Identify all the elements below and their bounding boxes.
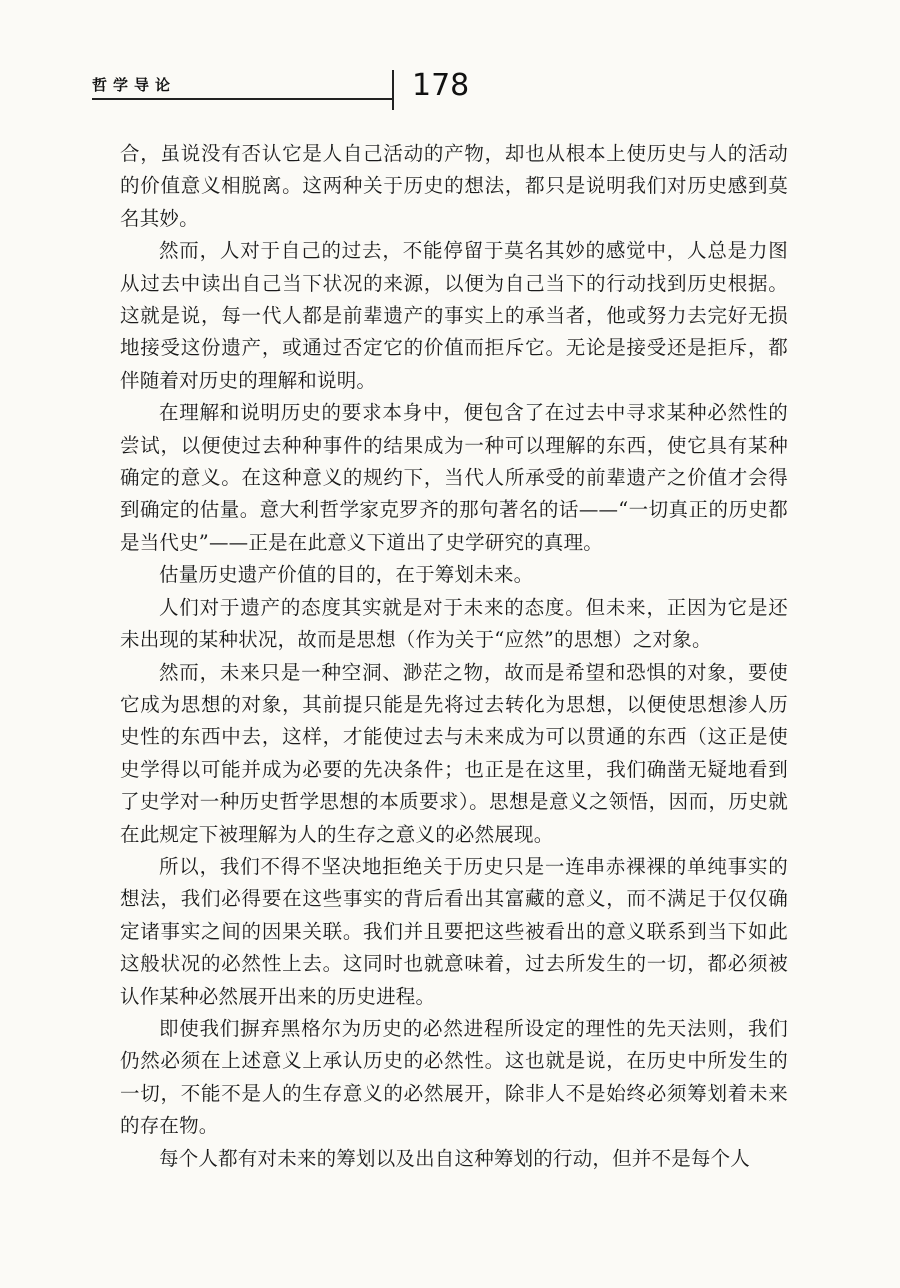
paragraph: 然而，未来只是一种空洞、渺茫之物，故而是希望和恐惧的对象，要使它成为思想的对象，其前提只能是先将过去转化为思想，以便使思想渗人历史性的东西中去，这样，才能使过去与未来成为可以贯通的东西（这正是使史学得以可能并成为必要的先决条件；也正是在这里，我们确凿无疑地看到了史学对一种历史哲学思想的本质要求）。思想是意义之领悟，因而，历史就在此规定下被理解为人的生存之意义的必然展现。: [120, 660, 788, 846]
page-number: 178: [412, 68, 470, 103]
paragraph: 所以，我们不得不坚决地拒绝关于历史只是一连串赤裸裸的单纯事实的想法，我们必得要在这些事实的背后看出其富藏的意义，而不满足于仅仅确定诸事实之间的因果关联。我们并且要把这些被看出的意义联系到当下如此这般状况的必然性上去。这同时也就意味着，过去所发生的一切，都必须被认作某种必然展开出来的历史进程。: [120, 854, 788, 1008]
paragraph: 估量历史遗产价值的目的，在于筹划未来。: [159, 563, 534, 587]
paragraph: 合，虽说没有否认它是人自己活动的产物，却也从根本上使历史与人的活动的价值意义相脱离。这两种关于历史的想法，都只是说明我们对历史感到莫名其妙。: [120, 142, 788, 230]
paragraph: 即使我们摒弃黑格尔为历史的必然进程所设定的理性的先天法则，我们仍然必须在上述意义上承认历史的必然性。这也就是说，在历史中所发生的一切，不能不是人的生存意义的必然展开，除非人不是始终必须筹划着未来的存在物。: [120, 1016, 788, 1138]
paragraph: 然而，人对于自己的过去，不能停留于莫名其妙的感觉中，人总是力图从过去中读出自己当下状况的来源，以便为自己当下的行动找到历史根据。这就是说，每一代人都是前辈遗产的事实上的承当者，他或努力去完好无损地接受这份遗产，或通过否定它的价值而拒斥它。无论是接受还是拒斥，都伴随着对历史的理解和说明。: [120, 239, 788, 392]
running-title: 哲学导论: [92, 76, 177, 94]
paragraph: 每个人都有对未来的筹划以及出自这种筹划的行动，但并不是每个人: [159, 1146, 751, 1170]
paragraph: 在理解和说明历史的要求本身中，便包含了在过去中寻求某种必然性的尝试，以便使过去种种事件的结果成为一种可以理解的东西，使它具有某种确定的意义。在这种意义的规约下，当代人所承受的前辈遗产之价值才会得到确定的估量。意大利哲学家克罗齐的那句著名的话——“一切真正的历史都是当代史”——正是在此意义下道出了史学研究的真理。: [120, 401, 788, 554]
body-text: [120, 138, 788, 1175]
header-rule: [92, 98, 392, 100]
page-header: [0, 0, 900, 120]
header-divider: [392, 70, 394, 110]
paragraph: 人们对于遗产的态度其实就是对于未来的态度。但未来，正因为它是还未出现的某种状况，故而是思想（作为关于“应然”的思想）之对象。: [120, 595, 788, 652]
